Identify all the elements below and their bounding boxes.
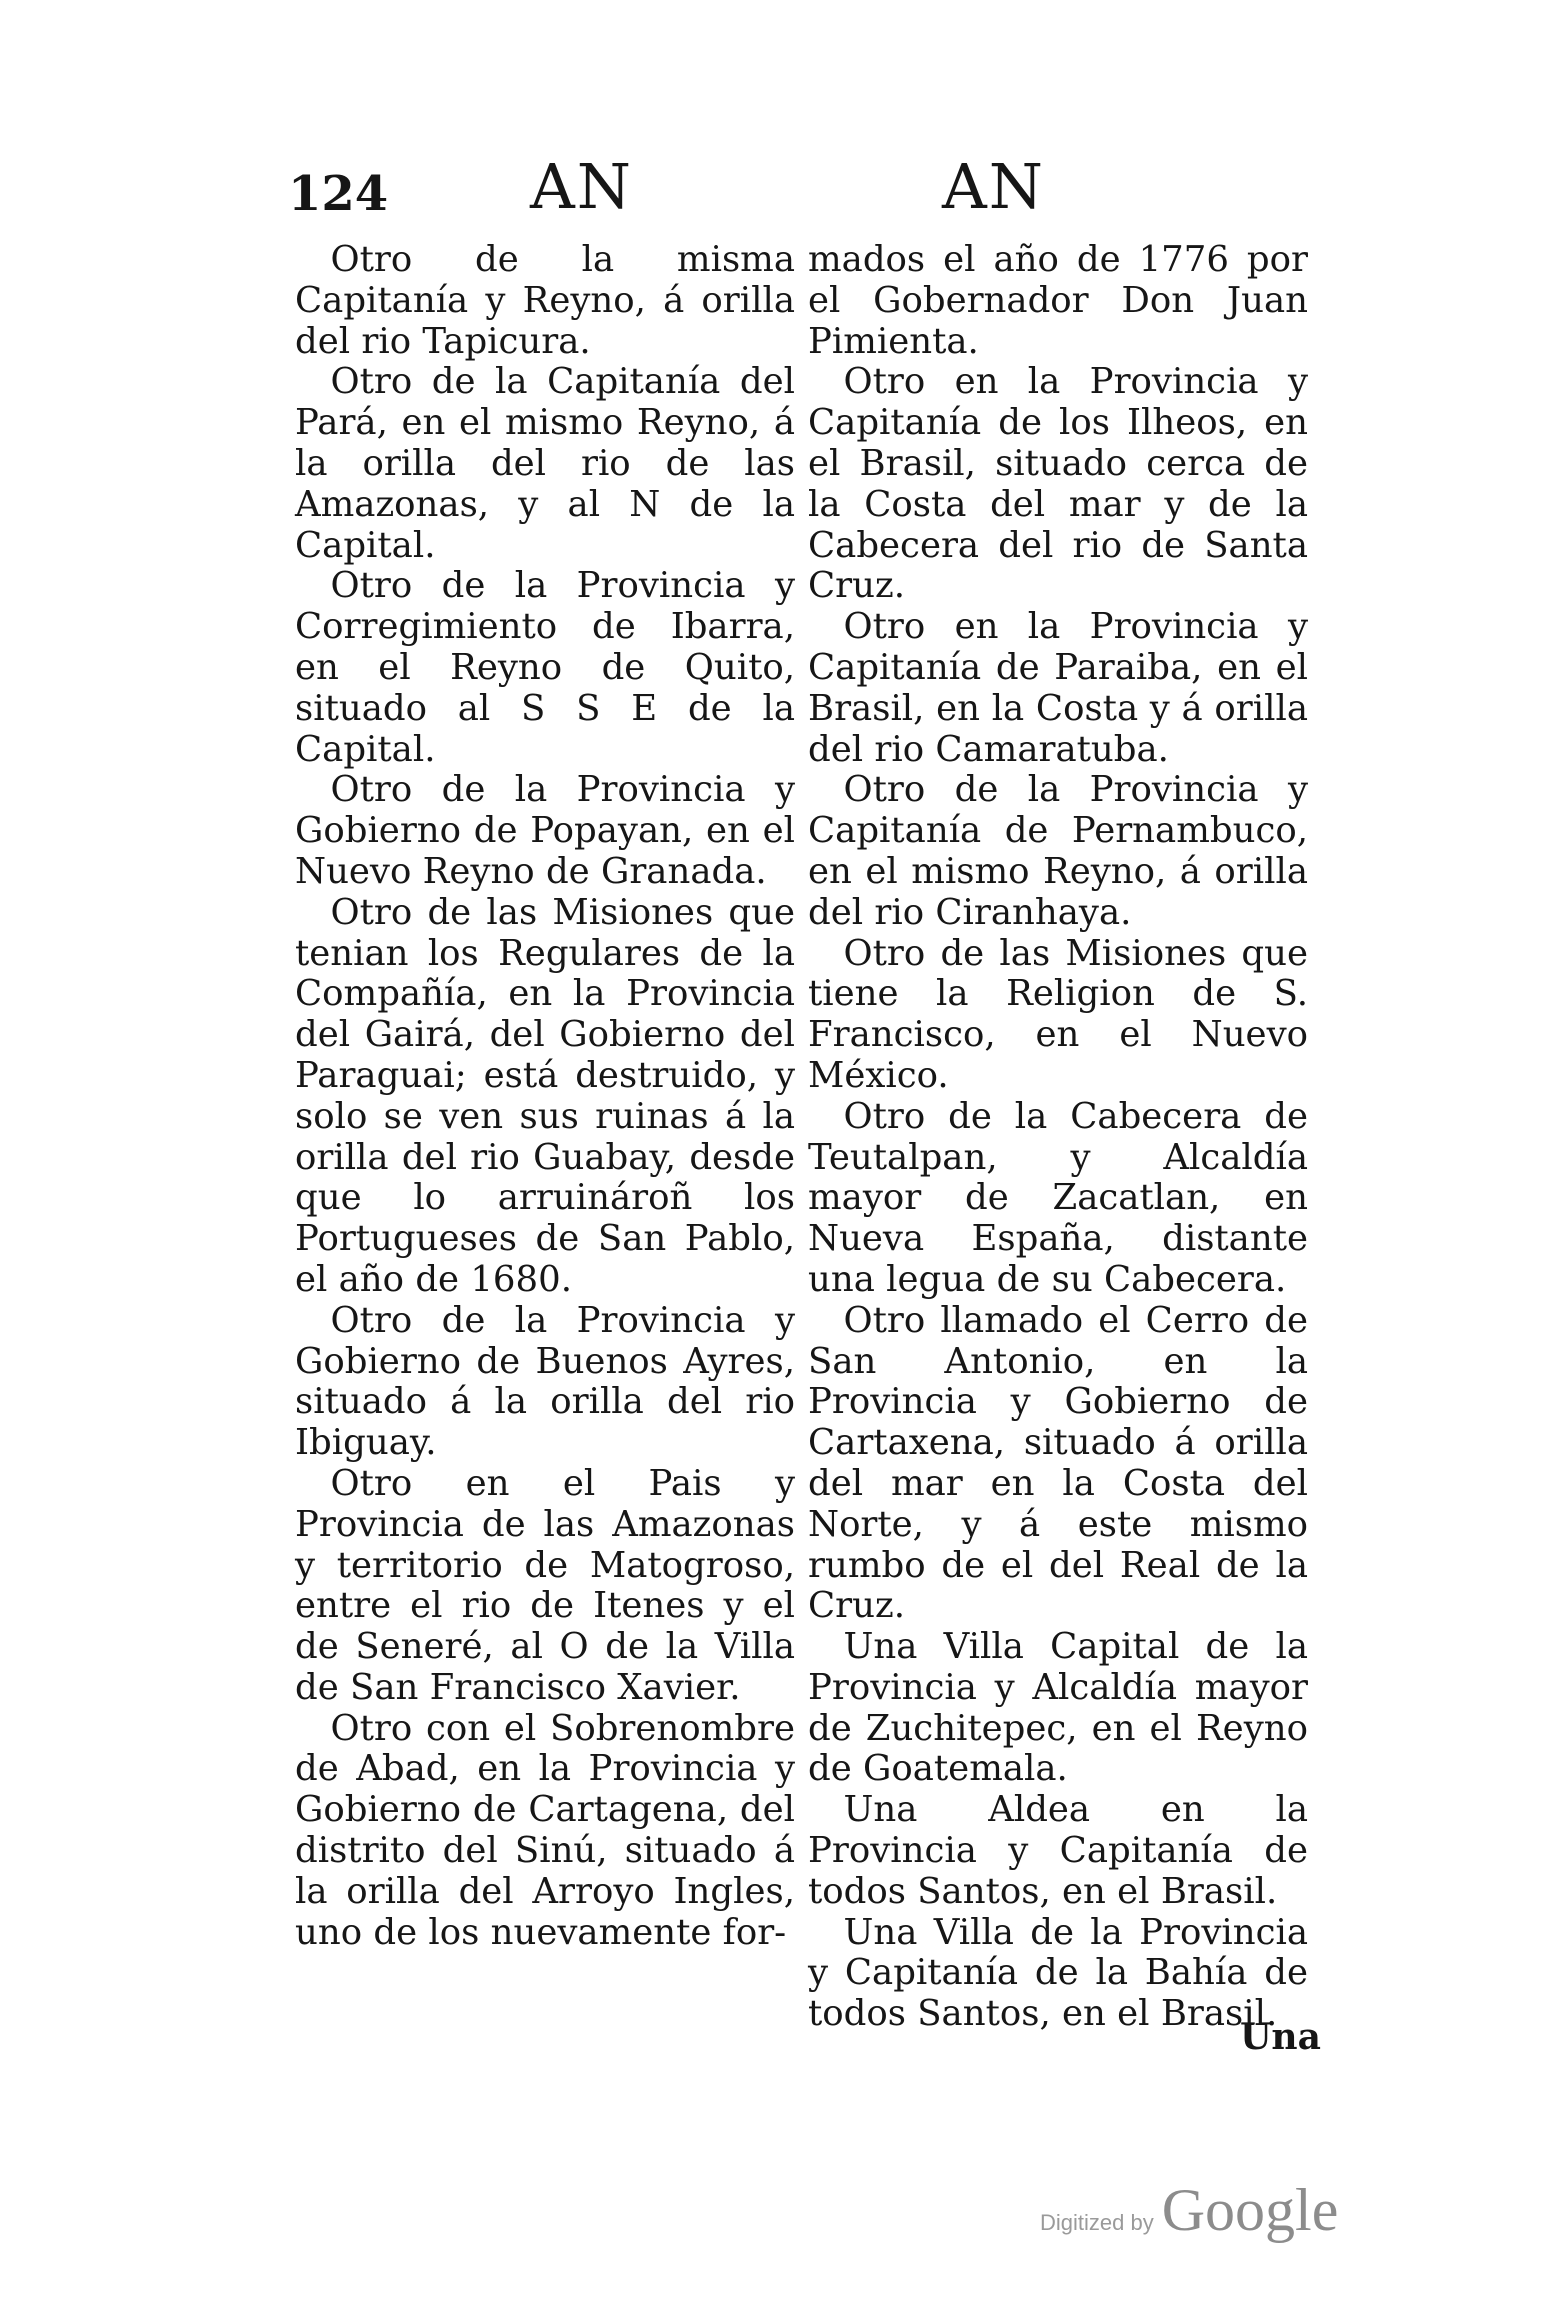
entry: Otro de la Provincia y Gobierno de Popayan, en el Nuevo Reyno de Granada. (295, 769, 795, 892)
entry: Otro en la Provincia y Capitanía de Paraiba, en el Brasil, en la Costa y á orilla del rio Camaratuba. (808, 606, 1308, 770)
entry: Otro de las Misiones que tiene la Religion de S. Francisco, en el Nuevo México. (808, 932, 1308, 1096)
entry: Otro en la Provincia y Capitanía de los Ilheos, en el Brasil, situado cerca de la Costa del mar y de la Cabecera del rio de Santa Cruz. (808, 361, 1308, 607)
digitized-by-text: Digitized by (1040, 2210, 1154, 2235)
entry: Otro llamado el Cerro de San Antonio, en la Provincia y Gobierno de Cartaxena, situado á orilla del mar en la Costa del Norte, y á este mismo rumbo de el del Real de la Cruz. (808, 1299, 1308, 1627)
entry: Otro de la Provincia y Corregimiento de Ibarra, en el Reyno de Quito, situado al S S E de la Capital. (295, 565, 795, 770)
entry: Una Villa de la Provincia y Capitanía de la Bahía de todos Santos, en el Brasil. (808, 1911, 1308, 2035)
entry: Otro de las Misiones que tenian los Regulares de la Compañía, en la Provincia del Gairá, del Gobierno del Paraguai; está destruido, y solo se ven sus ruinas á la orilla del rio Guabay, desde que lo arruinároñ los Portugueses de San Pablo, el año de 1680. (295, 891, 795, 1300)
digitized-by-google-watermark (1040, 2176, 1338, 2245)
page-number: 124 (288, 166, 389, 222)
entry: Otro de la Cabecera de Teutalpan, y Alcaldía mayor de Zacatlan, en Nueva España, distante una legua de su Cabecera. (808, 1095, 1308, 1300)
entry: Una Villa Capital de la Provincia y Alcaldía mayor de Zuchitepec, en el Reyno de Goatemala. (808, 1626, 1308, 1790)
running-head-left: AN (530, 150, 634, 223)
entry: Otro con el Sobrenombre de Abad, en la Provincia y Gobierno de Cartagena, del distrito del Sinú, situado á la orilla del Arroyo Ingles, uno de los nuevamente for- (295, 1707, 795, 1953)
running-head-right: AN (942, 150, 1046, 223)
entry: Una Aldea en la Provincia y Capitanía de todos Santos, en el Brasil. (808, 1789, 1308, 1912)
google-logo: Google (1161, 2177, 1339, 2243)
entry: mados el año de 1776 por el Gobernador Don Juan Pimienta. (808, 239, 1308, 362)
catchword: Una (1240, 2016, 1321, 2058)
entry: Otro de la misma Capitanía y Reyno, á orilla del rio Tapicura. (295, 239, 795, 362)
left-column (295, 240, 795, 1953)
entry: Otro en el Pais y Provincia de las Amazonas y territorio de Matogroso, entre el rio de Itenes y el de Seneré, al O de la Villa de San Francisco Xavier. (295, 1462, 795, 1708)
entry: Otro de la Provincia y Capitanía de Pernambuco, en el mismo Reyno, á orilla del rio Ciranhaya. (808, 769, 1308, 933)
entry: Otro de la Capitanía del Pará, en el mismo Reyno, á la orilla del rio de las Amazonas, y al N de la Capital. (295, 361, 795, 566)
right-column (808, 240, 1308, 2035)
entry: Otro de la Provincia y Gobierno de Buenos Ayres, situado á la orilla del rio Ibiguay. (295, 1299, 795, 1464)
